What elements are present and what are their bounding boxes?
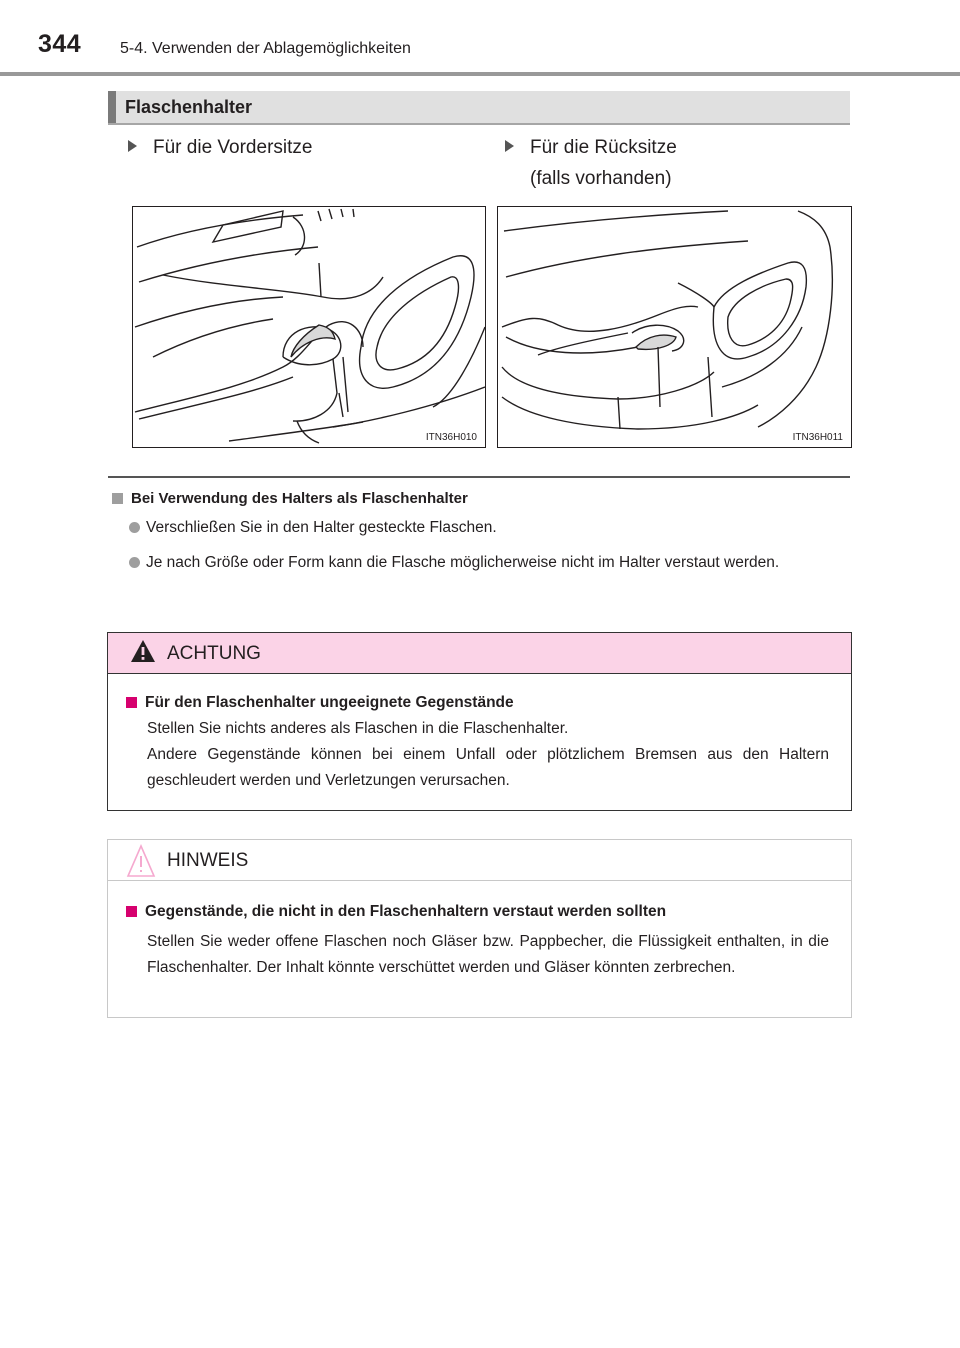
- front-seats-label: Für die Vordersitze: [153, 137, 313, 158]
- section-title-bar: [108, 91, 850, 125]
- rear-door-bottle-holder-illustration: [497, 206, 852, 448]
- warning-triangle-icon: [130, 639, 156, 663]
- note-bullet-2: Je nach Größe oder Form kann die Flasche möglicherweise nicht im Halter verstaut werden.: [146, 554, 780, 571]
- notice-heading: Gegenstände, die nicht in den Flaschenhaltern verstaut werden sollten: [126, 899, 829, 925]
- triangle-bullet-icon: [505, 140, 514, 152]
- section-divider: [108, 476, 850, 478]
- note-bullet-1: Verschließen Sie in den Halter gesteckte Flaschen.: [146, 519, 497, 536]
- rear-seats-label: Für die Rücksitze: [530, 137, 677, 158]
- section-accent: [108, 91, 116, 123]
- circle-bullet-icon: [129, 522, 140, 533]
- running-header: 5-4. Verwenden der Ablagemöglichkeiten: [120, 40, 411, 57]
- warning-box: [107, 632, 852, 811]
- page-number: 344: [38, 30, 82, 58]
- front-illustration-code: ITN36H010: [425, 432, 477, 443]
- warning-heading: Für den Flaschenhalter ungeeignete Gegenstände: [126, 690, 829, 716]
- rear-seats-sublabel: (falls vorhanden): [530, 168, 672, 189]
- header-rule: [0, 72, 960, 76]
- notice-label: HINWEIS: [167, 850, 249, 871]
- section-title: Flaschenhalter: [125, 97, 253, 117]
- front-door-bottle-holder-illustration: [132, 206, 486, 448]
- notice-triangle-icon: [126, 844, 156, 878]
- circle-bullet-icon: [129, 557, 140, 568]
- square-bullet-icon: [126, 697, 137, 708]
- warning-header: [108, 633, 851, 674]
- rear-illustration-code: ITN36H011: [792, 432, 843, 443]
- square-bullet-icon: [126, 906, 137, 917]
- warning-label: ACHTUNG: [167, 643, 261, 664]
- warning-line-2: Andere Gegenstände können bei einem Unfall oder plötzlichem Bremsen aus den Haltern geschleudert werden und Verletzungen verursachen.: [147, 746, 829, 789]
- notice-box: [107, 839, 852, 1018]
- rear-seats-heading: [505, 132, 677, 194]
- warning-line-1: Stellen Sie nichts anderes als Flaschen in die Flaschenhalter.: [147, 720, 569, 737]
- front-seats-heading: [128, 132, 312, 163]
- notes-heading: Bei Verwendung des Halters als Flaschenhalter: [112, 490, 468, 507]
- notice-text: Stellen Sie weder offene Flaschen noch Gläser bzw. Pappbecher, die Flüssigkeit enthalten, in die Flaschenhalter. Der Inhalt könnte verschüttet werden und Gläser könnten zerbrechen.: [147, 933, 829, 976]
- notice-header: [108, 840, 851, 881]
- square-bullet-icon: [112, 493, 123, 504]
- triangle-bullet-icon: [128, 140, 137, 152]
